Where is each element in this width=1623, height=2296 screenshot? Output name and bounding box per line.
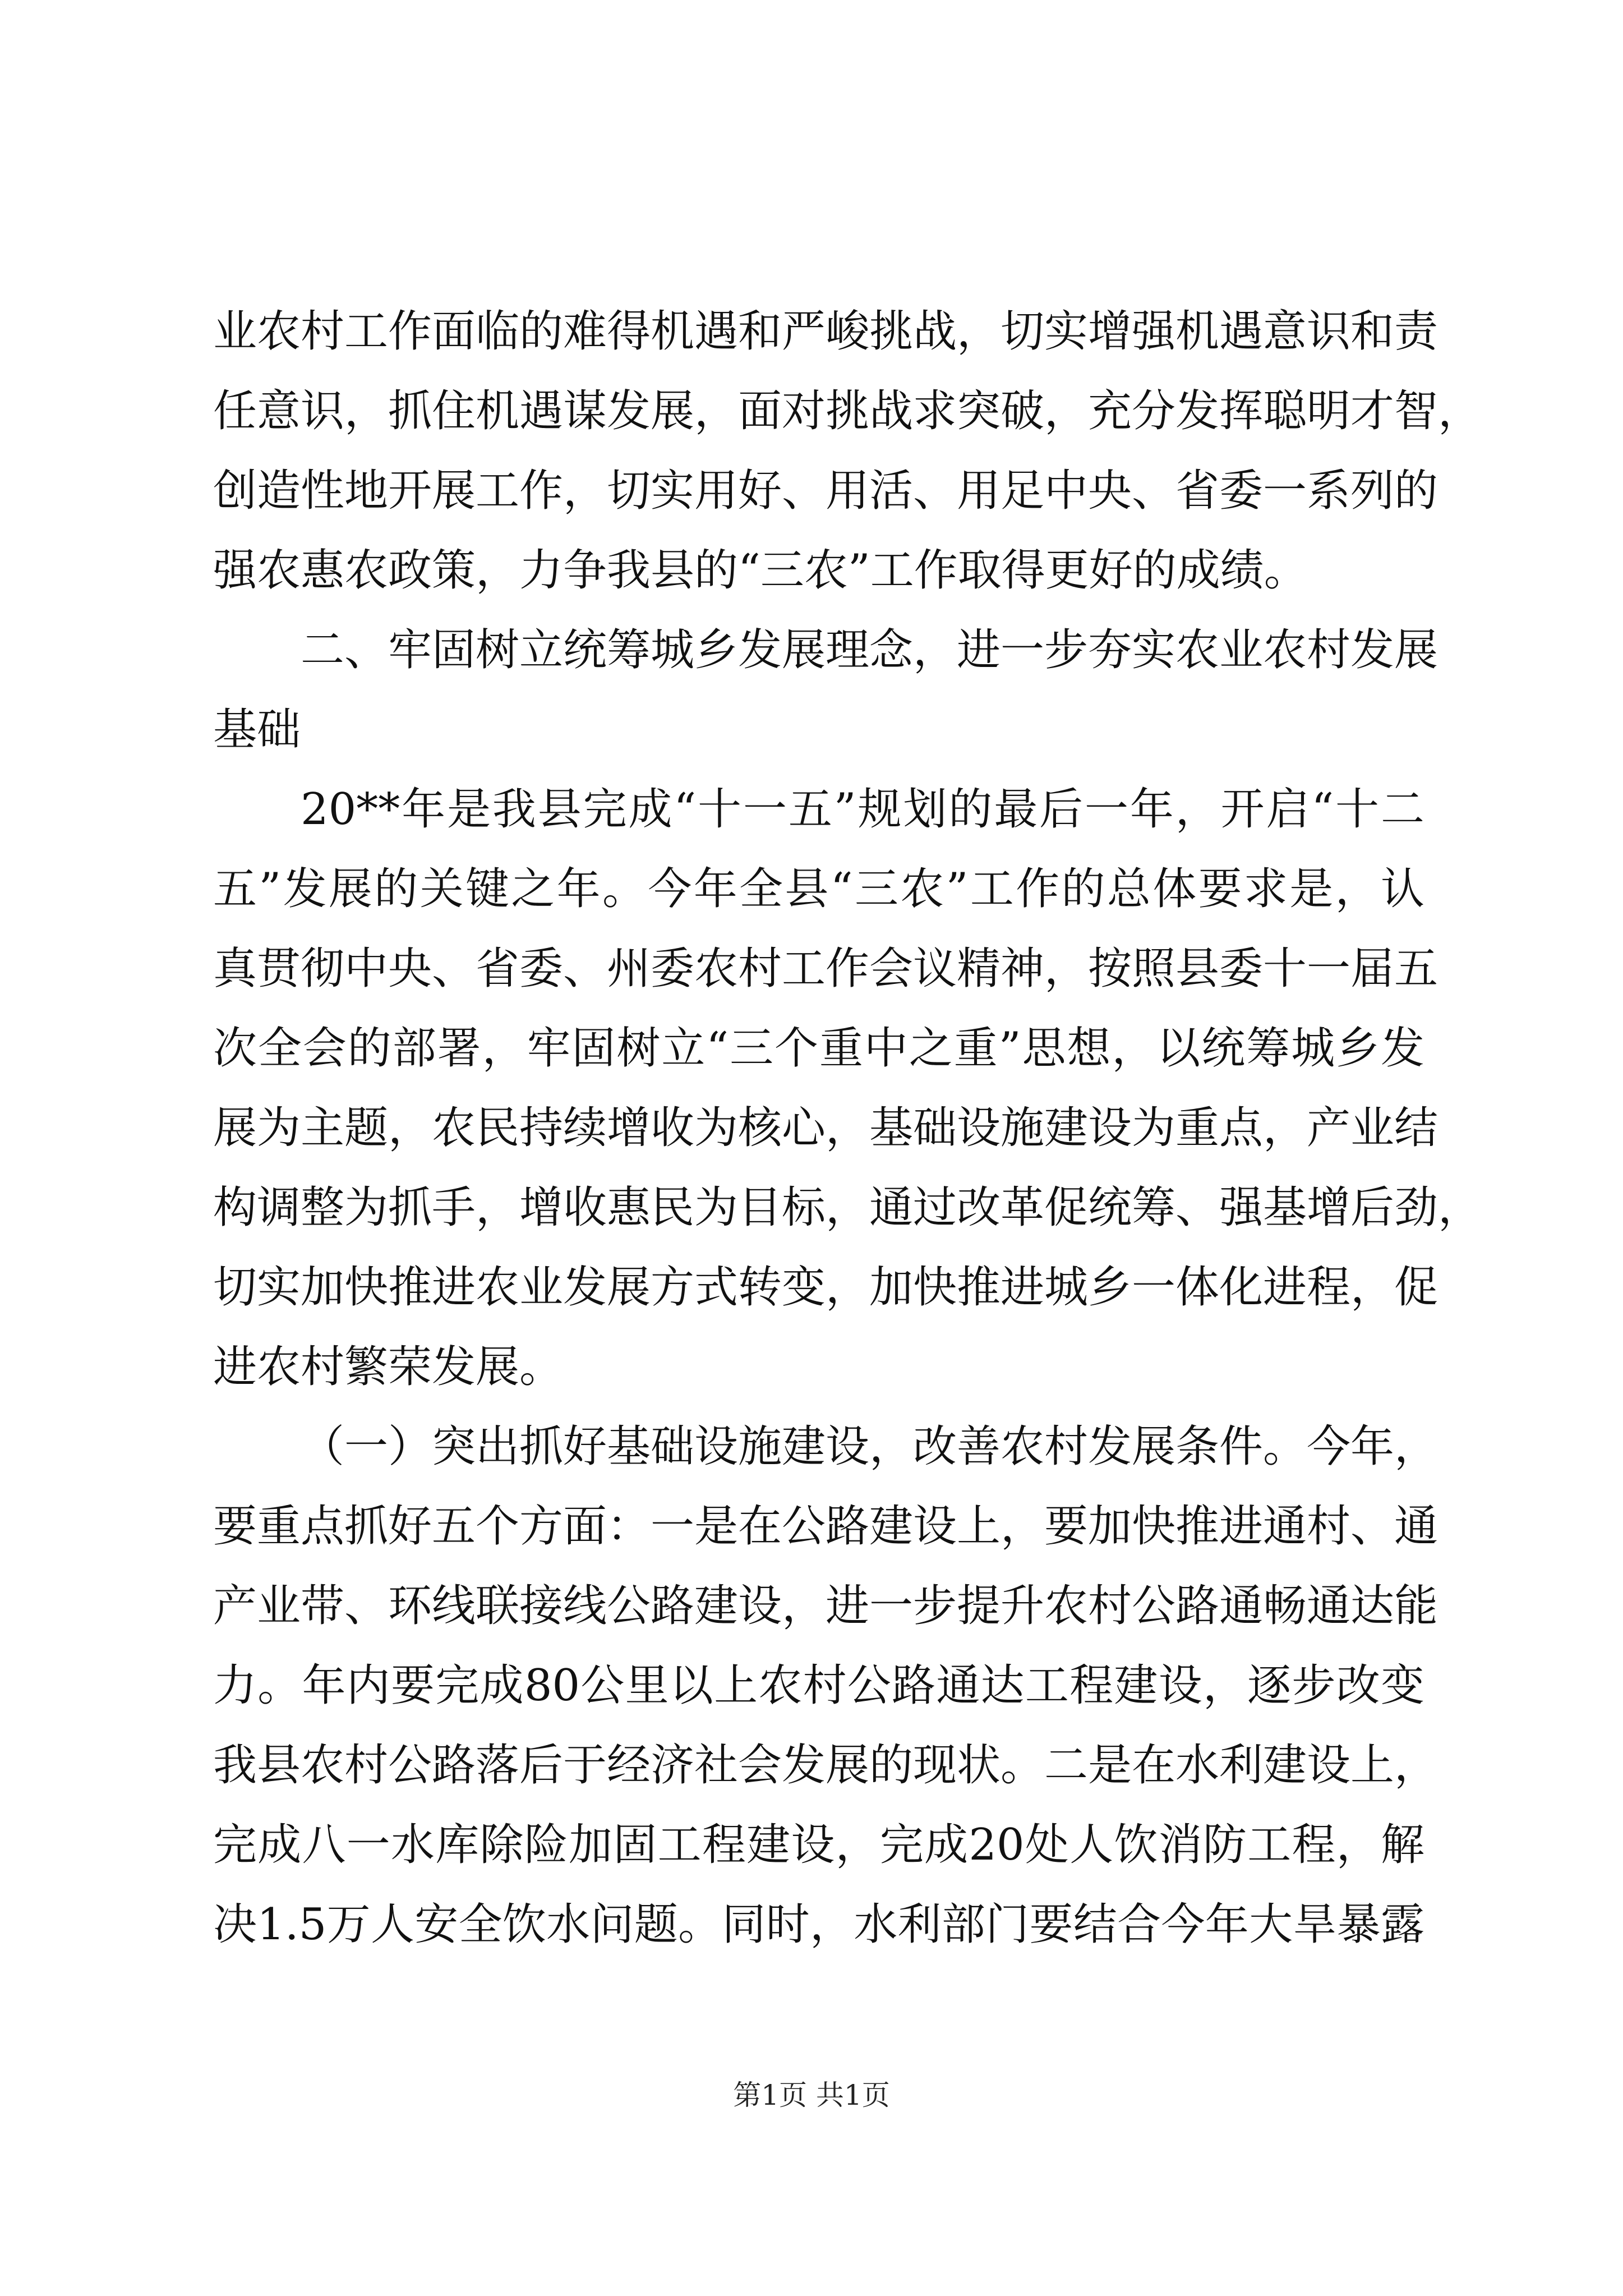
text-line: 业农村工作面临的难得机遇和严峻挑战，切实增强机遇意识和责 <box>213 306 1438 357</box>
text-line: 真贯彻中央、省委、州委农村工作会议精神，按照县委十一届五 <box>213 944 1438 994</box>
text-line: 构调整为抓手，增收惠民为目标，通过改革促统筹、强基增后劲， <box>213 1182 1482 1233</box>
text-line: 创造性地开展工作，切实用好、用活、用足中央、省委一系列的 <box>213 466 1438 516</box>
page-footer: 第1页 共1页 <box>733 2079 890 2111</box>
document-body <box>213 292 1482 1964</box>
text-line: 力。年内要完成80公里以上农村公路通达工程建设，逐步改变 <box>213 1660 1424 1711</box>
text-line: 次全会的部署，牢固树立“三个重中之重”思想，以统筹城乡发 <box>213 1023 1424 1074</box>
text-line: 完成八一水库除险加固工程建设，完成20处人饮消防工程，解 <box>213 1820 1424 1870</box>
text-line: 进农村繁荣发展。 <box>213 1342 564 1392</box>
text-line: 决1.5万人安全饮水问题。同时，水利部门要结合今年大旱暴露 <box>213 1899 1424 1950</box>
text-line: 强农惠农政策，力争我县的“三农”工作取得更好的成绩。 <box>213 545 1308 596</box>
text-line: 我县农村公路落后于经济社会发展的现状。二是在水利建设上， <box>213 1740 1438 1791</box>
text-line: 要重点抓好五个方面：一是在公路建设上，要加快推进通村、通 <box>213 1501 1438 1552</box>
text-line: 展为主题，农民持续增收为核心，基础设施建设为重点，产业结 <box>213 1103 1438 1153</box>
text-line: （一）突出抓好基础设施建设，改善农村发展条件。今年， <box>301 1421 1438 1472</box>
text-line: 切实加快推进农业发展方式转变，加快推进城乡一体化进程，促 <box>213 1262 1438 1313</box>
text-line: 产业带、环线联接线公路建设，进一步提升农村公路通畅通达能 <box>213 1581 1438 1631</box>
text-line: 任意识，抓住机遇谋发展，面对挑战求突破，充分发挥聪明才智， <box>213 386 1482 436</box>
section-heading-continued: 基础 <box>213 705 301 755</box>
text-line: 五”发展的关键之年。今年全县“三农”工作的总体要求是，认 <box>213 864 1424 914</box>
text-line: 20**年是我县完成“十一五”规划的最后一年，开启“十二 <box>301 784 1424 835</box>
section-heading: 二、牢固树立统筹城乡发展理念，进一步夯实农业农村发展 <box>301 625 1438 675</box>
